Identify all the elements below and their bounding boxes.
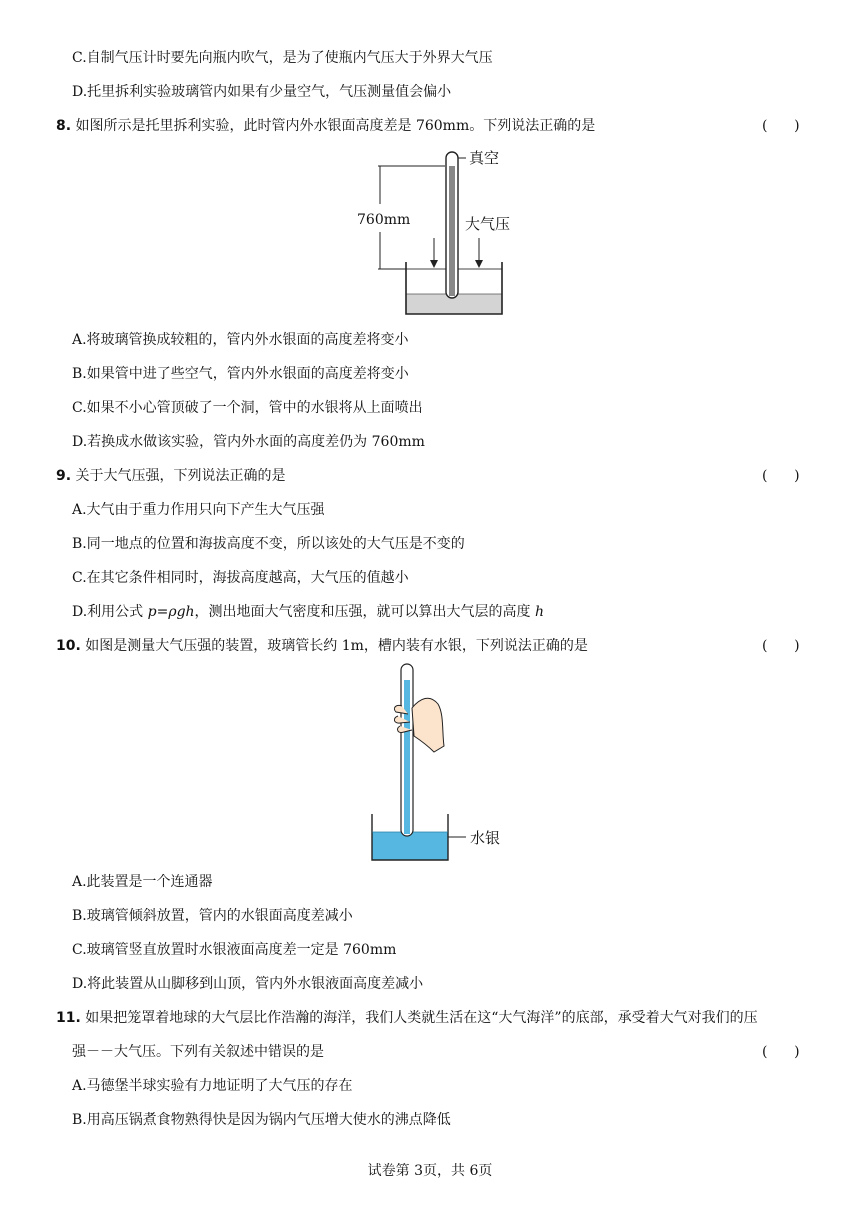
q9-option-d: [72, 602, 544, 622]
q9-stem: [56, 466, 286, 486]
q8-label-atmosphere: 大气压: [465, 215, 511, 233]
q11-stem-line2: 强－－大气压。下列有关叙述中错误的是: [72, 1044, 324, 1060]
q9-answer-bracket: ( ): [762, 468, 800, 484]
q8-number: 8.: [56, 118, 72, 134]
page-footer: 试卷第 3页，共 6页: [367, 1163, 493, 1179]
q8-stem: [56, 116, 595, 136]
q10-label-mercury: 水银: [470, 829, 501, 847]
q11-answer-bracket: ( ): [762, 1044, 800, 1060]
q10-stem: [56, 636, 588, 656]
q8-option-a: A.将玻璃管换成较粗的，管内外水银面的高度差将变小: [72, 332, 409, 348]
q9-stem-text: 关于大气压强，下列说法正确的是: [71, 468, 286, 484]
q11-stem-line1: [56, 1008, 758, 1028]
q10-option-b: B.玻璃管倾斜放置，管内的水银面高度差减小: [72, 908, 353, 924]
q8-answer-bracket: ( ): [762, 118, 800, 134]
q9-option-a: A.大气由于重力作用只向下产生大气压强: [72, 502, 325, 518]
q9-option-d-mid: ，测出地面大气密度和压强，就可以算出大气层的高度: [194, 604, 535, 620]
q9-option-b: B.同一地点的位置和海拔高度不变，所以该处的大气压是不变的: [72, 536, 465, 552]
q10-option-a: A.此装置是一个连通器: [72, 874, 213, 890]
q11-stem-text-1: 如果把笼罩着地球的大气层比作浩瀚的海洋，我们人类就生活在这“大气海洋”的底部，承受着大气对我们的压: [80, 1010, 758, 1026]
q8-label-vacuum: 真空: [469, 149, 500, 167]
q8-option-c: C.如果不小心管顶破了一个洞，管中的水银将从上面喷出: [72, 400, 423, 416]
q9-number: 9.: [56, 468, 72, 484]
q10-answer-bracket: ( ): [762, 638, 800, 654]
q10-barometer-figure: [368, 660, 468, 864]
q9-option-d-var: h: [535, 604, 545, 620]
q10-number: 10.: [56, 638, 81, 654]
q8-option-d: D.若换成水做该实验，管内外水面的高度差仍为 760mm: [72, 434, 425, 450]
q11-option-a: A.马德堡半球实验有力地证明了大气压的存在: [72, 1078, 353, 1094]
q11-option-b: B.用高压锅煮食物熟得快是因为锅内气压增大使水的沸点降低: [72, 1112, 451, 1128]
q10-option-d: D.将此装置从山脚移到山顶，管内外水银液面高度差减小: [72, 976, 424, 992]
q8-label-height: 760mm: [357, 212, 411, 228]
q8-option-b: B.如果管中进了些空气，管内外水银面的高度差将变小: [72, 366, 409, 382]
q11-number: 11.: [56, 1010, 81, 1026]
q9-option-c: C.在其它条件相同时，海拔高度越高，大气压的值越小: [72, 570, 409, 586]
q10-stem-text: 如图是测量大气压强的装置，玻璃管长约 1m，槽内装有水银，下列说法正确的是: [80, 638, 588, 654]
q10-option-c: C.玻璃管竖直放置时水银液面高度差一定是 760mm: [72, 942, 397, 958]
q8-stem-text: 如图所示是托里拆利实验，此时管内外水银面高度差是 760mm。下列说法正确的是: [71, 118, 596, 134]
q7-option-c: C.自制气压计时要先向瓶内吹气，是为了使瓶内气压大于外界大气压: [72, 50, 493, 66]
q9-option-d-formula: p=ρgh: [147, 604, 195, 620]
q7-option-d: D.托里拆利实验玻璃管内如果有少量空气，气压测量值会偏小: [72, 84, 452, 100]
q9-option-d-pre: D.利用公式: [72, 604, 148, 620]
